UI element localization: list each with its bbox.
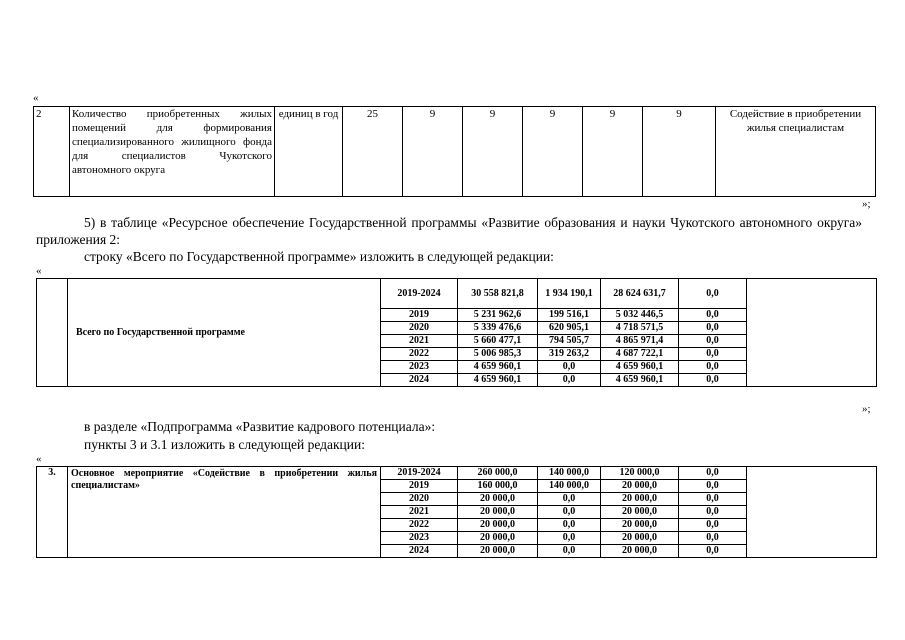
amount-cell: 794 505,7 [538, 335, 601, 348]
table-row [34, 107, 876, 197]
amount-cell: 0,0 [679, 348, 747, 361]
amount-cell: 20 000,0 [601, 506, 679, 519]
amount-cell: 4 865 971,4 [601, 335, 679, 348]
amount-cell: 4 659 960,1 [601, 361, 679, 374]
amount-cell: 4 687 722,1 [601, 348, 679, 361]
value-cell: 9 [523, 107, 583, 197]
total-cell: 30 558 821,8 [458, 279, 538, 309]
year-cell: 2023 [381, 532, 458, 545]
year-cell: 2019-2024 [381, 467, 458, 480]
total-cell: 5 231 962,6 [458, 309, 538, 322]
amount-cell: 5 032 446,5 [601, 309, 679, 322]
total-cell: 20 000,0 [458, 519, 538, 532]
amount-cell: 1 934 190,1 [538, 279, 601, 309]
value-cell: 9 [643, 107, 716, 197]
total-cell: 4 659 960,1 [458, 374, 538, 387]
amount-cell: 0,0 [679, 361, 747, 374]
activity-table [36, 466, 877, 558]
year-cell: 2024 [381, 545, 458, 558]
indicator-table [33, 106, 876, 197]
amount-cell: 4 659 960,1 [601, 374, 679, 387]
empty-cell [747, 467, 877, 558]
year-cell: 2022 [381, 348, 458, 361]
value-cell: 25 [343, 107, 403, 197]
amount-cell: 0,0 [679, 279, 747, 309]
empty-cell [747, 279, 877, 387]
empty-cell [37, 279, 68, 387]
total-cell: 4 659 960,1 [458, 361, 538, 374]
amount-cell: 0,0 [679, 493, 747, 506]
amount-cell: 0,0 [679, 467, 747, 480]
indicator-name: Количество приобретенных жилых помещений для формирования специализированного жилищного фонда для специалистов Чукотского автономного округа [70, 107, 275, 197]
year-cell: 2019 [381, 309, 458, 322]
paragraph-points: пункты 3 и 3.1 изложить в следующей редакции: [84, 437, 365, 452]
amount-cell: 0,0 [538, 519, 601, 532]
amount-cell: 20 000,0 [601, 519, 679, 532]
total-cell: 20 000,0 [458, 545, 538, 558]
amount-cell: 28 624 631,7 [601, 279, 679, 309]
amount-cell: 0,0 [679, 335, 747, 348]
amount-cell: 620 905,1 [538, 322, 601, 335]
amount-cell: 0,0 [679, 374, 747, 387]
total-cell: 20 000,0 [458, 532, 538, 545]
year-cell: 2022 [381, 519, 458, 532]
row-label: Основное мероприятие «Содействие в приобретении жилья специалистам» [68, 467, 381, 558]
amount-cell: 20 000,0 [601, 545, 679, 558]
amount-cell: 0,0 [538, 374, 601, 387]
amount-cell: 0,0 [538, 545, 601, 558]
amount-cell: 20 000,0 [601, 532, 679, 545]
close-quote-2: »; [862, 403, 871, 415]
amount-cell: 319 263,2 [538, 348, 601, 361]
amount-cell: 0,0 [679, 532, 747, 545]
year-cell: 2021 [381, 506, 458, 519]
paragraph-5: 5) в таблице «Ресурсное обеспечение Государственной программы «Развитие образования и науки Чукотского автономного округа» приложения 2: [36, 215, 862, 247]
amount-cell: 0,0 [538, 361, 601, 374]
resource-table [36, 278, 877, 387]
paragraph-section: в разделе «Подпрограмма «Развитие кадрового потенциала»: [84, 419, 436, 434]
total-cell: 20 000,0 [458, 506, 538, 519]
total-cell: 160 000,0 [458, 480, 538, 493]
value-cell: 9 [463, 107, 523, 197]
amount-cell: 4 718 571,5 [601, 322, 679, 335]
table-row [37, 279, 877, 309]
amount-cell: 0,0 [538, 493, 601, 506]
amount-cell: 0,0 [679, 545, 747, 558]
total-cell: 5 006 985,3 [458, 348, 538, 361]
amount-cell: 0,0 [679, 519, 747, 532]
year-cell: 2020 [381, 322, 458, 335]
open-quote-2: « [36, 265, 42, 277]
amount-cell: 0,0 [679, 480, 747, 493]
note-cell: Содействие в приобретении жилья специалистам [716, 107, 876, 197]
year-cell: 2023 [381, 361, 458, 374]
open-quote-3: « [36, 453, 42, 465]
value-cell: 9 [583, 107, 643, 197]
open-quote-1: « [33, 92, 39, 104]
amount-cell: 140 000,0 [538, 480, 601, 493]
table-row [37, 467, 877, 480]
year-cell: 2020 [381, 493, 458, 506]
amount-cell: 0,0 [538, 532, 601, 545]
row-number: 3. [37, 467, 68, 558]
total-cell: 260 000,0 [458, 467, 538, 480]
value-cell: 9 [403, 107, 463, 197]
close-quote-1: »; [862, 198, 871, 210]
row-label: Всего по Государственной программе [68, 279, 381, 387]
total-cell: 5 339 476,6 [458, 322, 538, 335]
year-cell: 2024 [381, 374, 458, 387]
amount-cell: 0,0 [679, 506, 747, 519]
amount-cell: 120 000,0 [601, 467, 679, 480]
amount-cell: 199 516,1 [538, 309, 601, 322]
amount-cell: 0,0 [538, 506, 601, 519]
row-number: 2 [34, 107, 70, 197]
paragraph-instruction: строку «Всего по Государственной программе» изложить в следующей редакции: [84, 249, 554, 264]
amount-cell: 0,0 [679, 309, 747, 322]
unit-cell: единиц в год [275, 107, 343, 197]
year-cell: 2021 [381, 335, 458, 348]
total-cell: 5 660 477,1 [458, 335, 538, 348]
amount-cell: 20 000,0 [601, 493, 679, 506]
year-cell: 2019-2024 [381, 279, 458, 309]
amount-cell: 0,0 [679, 322, 747, 335]
total-cell: 20 000,0 [458, 493, 538, 506]
amount-cell: 20 000,0 [601, 480, 679, 493]
year-cell: 2019 [381, 480, 458, 493]
amount-cell: 140 000,0 [538, 467, 601, 480]
